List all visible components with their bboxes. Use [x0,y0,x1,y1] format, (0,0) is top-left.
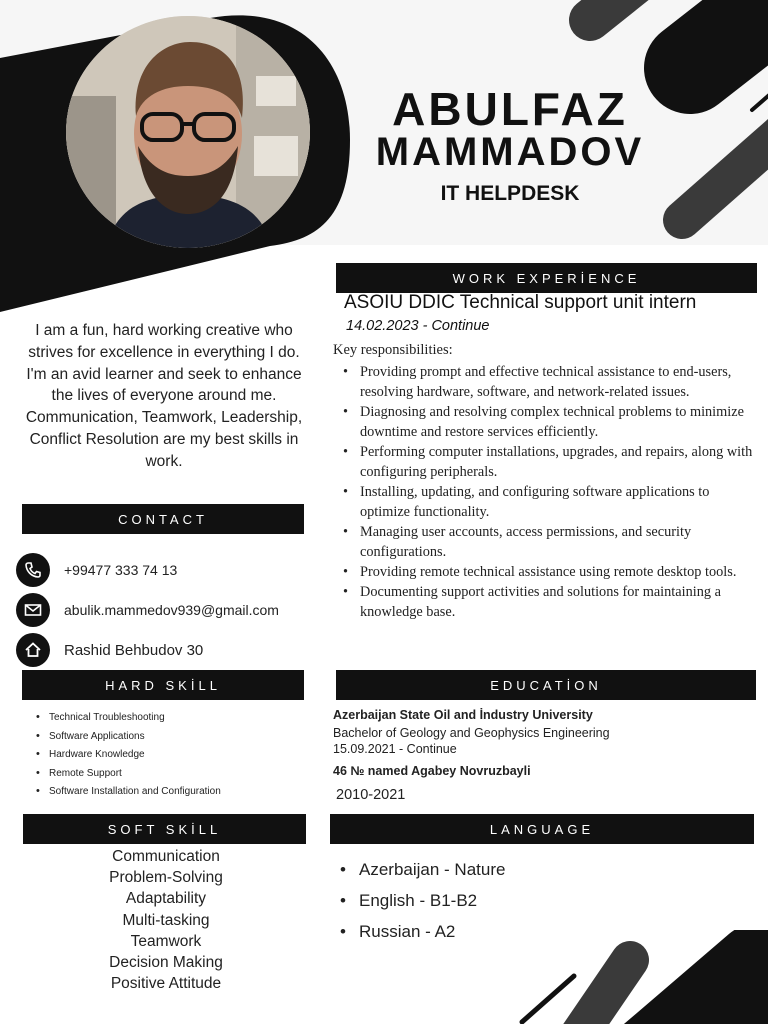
list-item: • Providing prompt and effective technical assistance to end-users, resolving hardware, software, and network-related issues. [333,362,758,402]
list-item: • English - B1-B2 [340,888,505,919]
list-item: • Diagnosing and resolving complex technical problems to minimize downtime and restore services efficiently. [333,402,758,442]
profile-photo [66,16,310,248]
responsibilities-list [333,362,758,622]
responsibilities-heading: Key responsibilities: [333,342,453,358]
last-name: MAMMADOV [375,130,645,174]
education-heading: EDUCATİON [336,670,756,700]
list-item: • Software Applications [36,731,306,750]
list-item: Positive Attitude [110,975,222,993]
phone-icon [16,553,50,587]
list-item: Adaptability [125,890,207,908]
list-item: Problem-Solving [109,869,223,887]
list-item: • Managing user accounts, access permissions, and security configurations. [333,522,758,562]
contact-email[interactable]: abulik.mammedov939@gmail.com [64,602,279,618]
contact-address-row [16,633,203,667]
contact-address: Rashid Behbudov 30 [64,641,204,659]
soft-skills-list [24,846,308,994]
job-title: ASOIU DDIC Technical support unit intern [344,292,697,313]
hard-skills-list [36,712,306,805]
mail-icon [16,593,50,627]
about-text: I am a fun, hard working creative who strives for excellence in everything I do. I'm an avid learner and seek to enhance the lives of everyone around me. Communication, Teamwork, Leadership, Conflict Resolution are my best skills in work. [25,322,303,470]
first-name: ABULFAZ [392,83,628,135]
list-item: Teamwork [130,932,202,950]
list-item: • Performing computer installations, upgrades, and repairs, along with configuring peripherals. [333,442,758,482]
list-item: • Russian - A2 [340,919,505,950]
languages-list [340,857,505,950]
soft-skill-heading: SOFT SKİLL [23,814,306,844]
list-item: Decision Making [109,953,223,971]
contact-phone-row [16,553,177,587]
list-item: • Technical Troubleshooting [36,712,306,731]
school-name: 46 № named Agabey Novruzbayli [333,764,531,778]
bottom-right-decoration [510,930,768,1024]
contact-email-row [16,593,279,627]
list-item: • Azerbaijan - Nature [340,857,505,888]
list-item: • Providing remote technical assistance using remote desktop tools. [333,562,758,582]
contact-heading: CONTACT [22,504,304,534]
job-date: 14.02.2023 - Continue [346,318,490,334]
list-item: • Installing, updating, and configuring software applications to optimize functionality. [333,482,758,522]
job-role: IT HELPDESK [440,182,580,205]
list-item: • Documenting support activities and solutions for maintaining a knowledge base. [333,582,758,622]
degree: Bachelor of Geology and Geophysics Engineering [333,726,610,740]
list-item: Multi-tasking [122,911,210,929]
university-dates: 15.09.2021 - Continue [333,742,457,756]
university-name: Azerbaijan State Oil and İndustry University [333,708,593,722]
list-item: Communication [112,848,220,865]
school-dates: 2010-2021 [336,787,406,803]
contact-phone[interactable]: +99477 333 74 13 [64,562,178,578]
language-heading: LANGUAGE [330,814,754,844]
hard-skill-heading: HARD SKİLL [22,670,304,700]
home-icon [16,633,50,667]
list-item: • Software Installation and Configuration [36,786,306,805]
work-experience-heading: WORK EXPERİENCE [336,263,757,293]
list-item: • Remote Support [36,768,306,787]
list-item: • Hardware Knowledge [36,749,306,768]
